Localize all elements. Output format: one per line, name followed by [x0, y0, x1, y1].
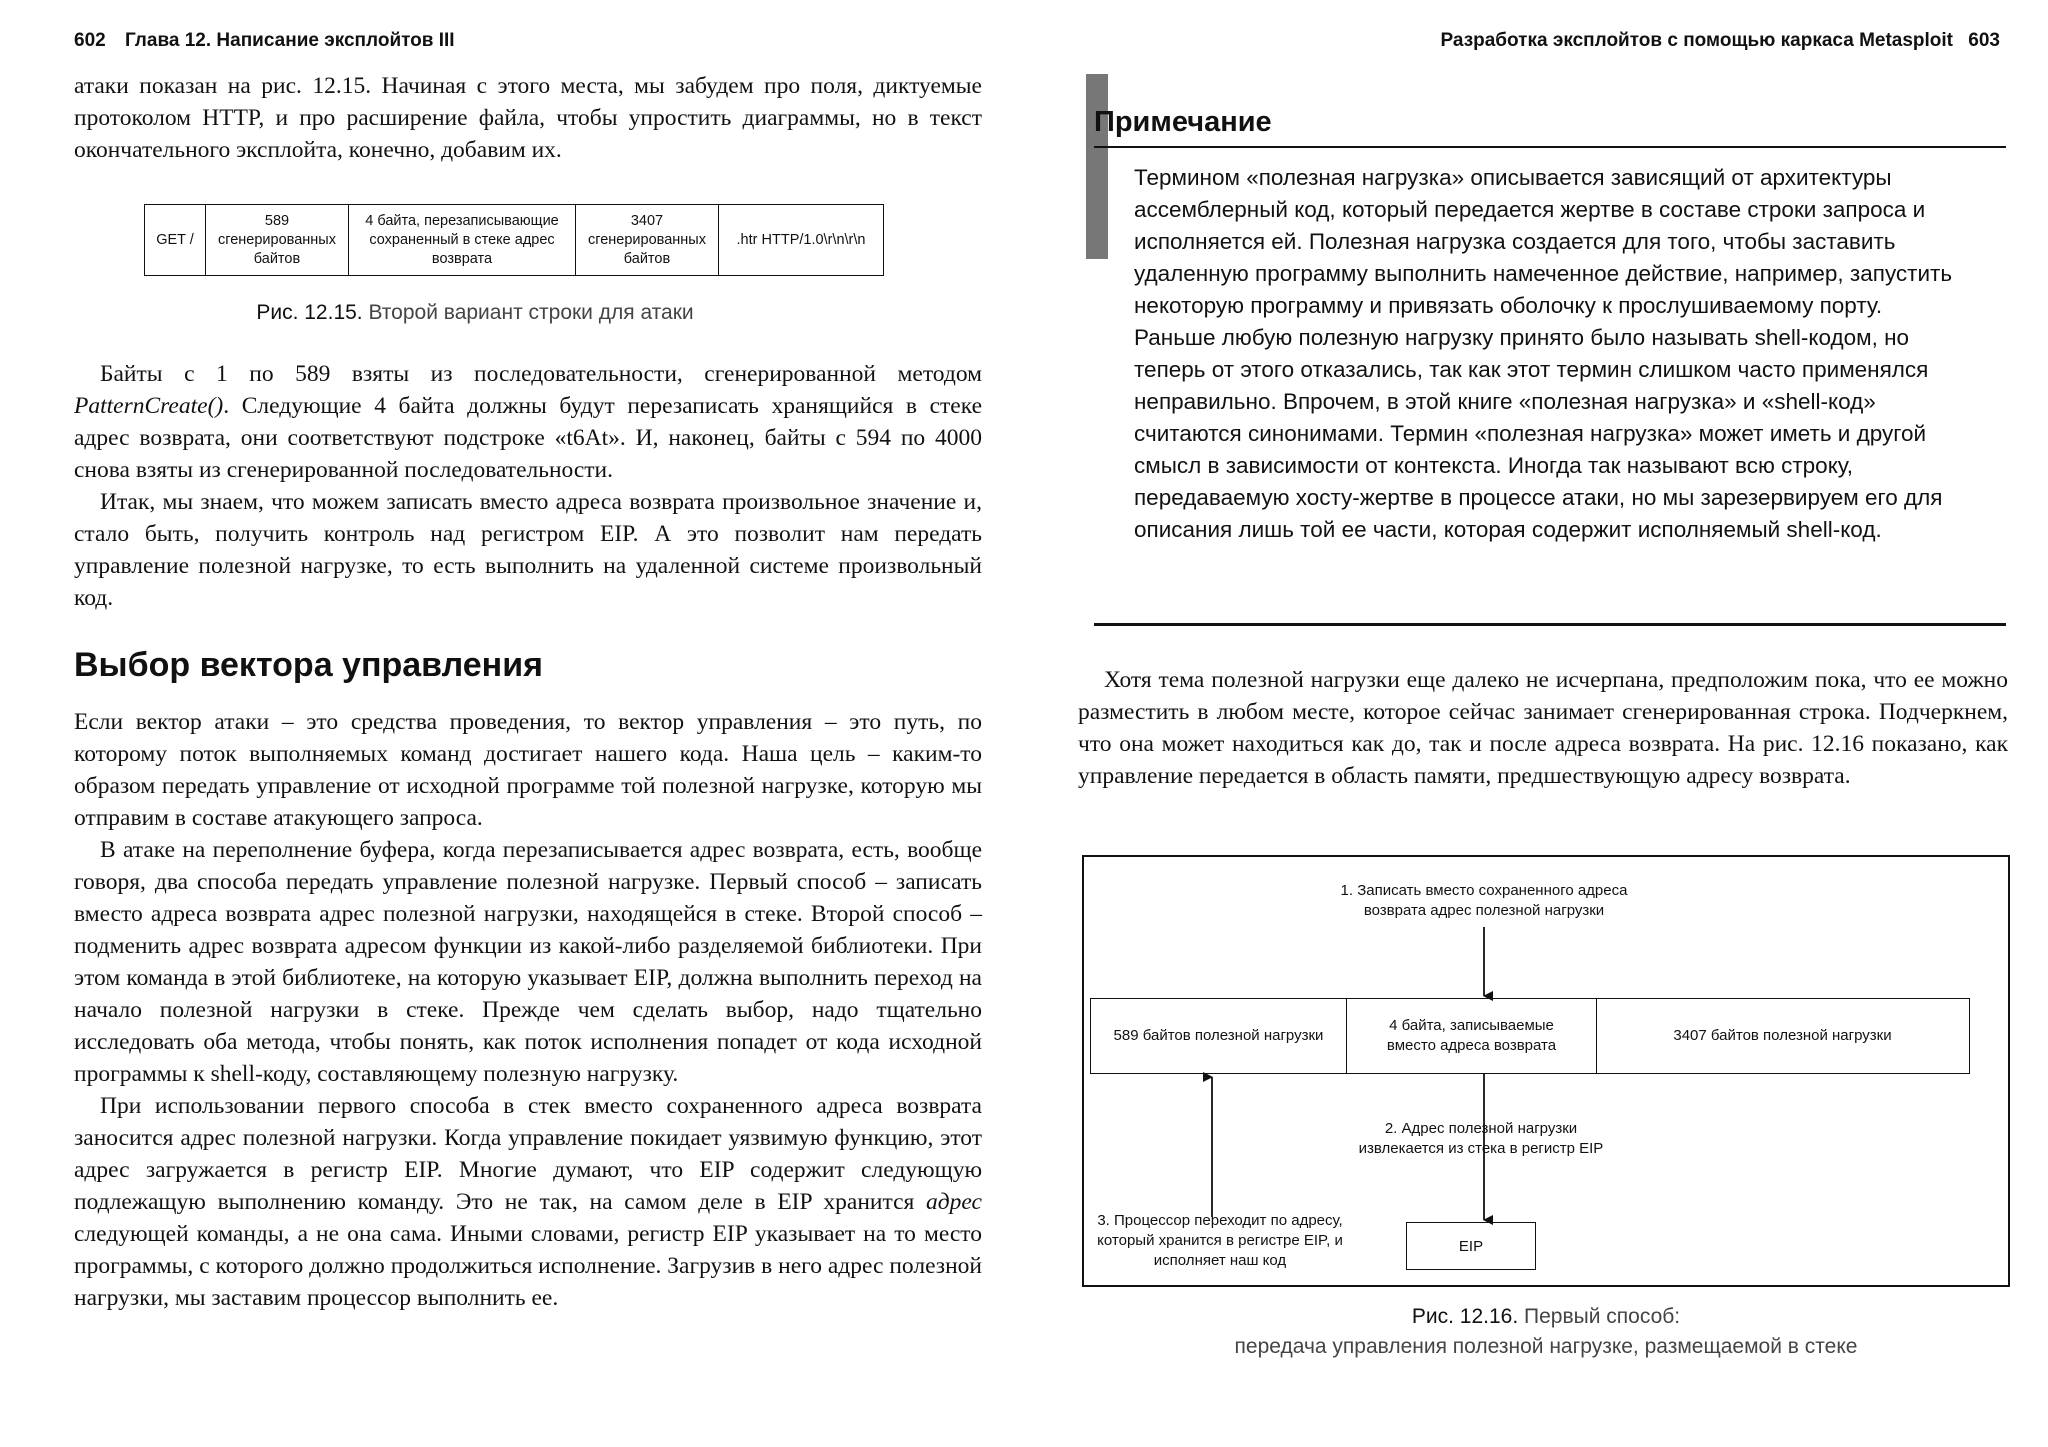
paragraph-pattern-create — [74, 358, 982, 486]
stack-cell-payload-589: 589 байтов полезной нагрузки — [1091, 999, 1347, 1073]
chapter-title: Глава 12. Написание эксплойтов III — [124, 30, 455, 51]
paragraph-1-end: . Следующие 4 байта должны будут перезаписать хранящийся в стеке адрес возврата, они соответствуют подстроке «t6At». И, наконец, байты с 594 по 4000 снова взяты из сгенерированной последовательности. — [74, 393, 982, 483]
caption-number: Рис. 12.15. — [256, 301, 363, 324]
attack-cell-589: 589 сгенерированных байтов — [206, 205, 349, 276]
figure-12-16-diagram — [1082, 855, 2010, 1287]
stack-cell-return-address: 4 байта, записываемые вместо адреса возврата — [1347, 999, 1597, 1073]
body-text-section — [74, 706, 982, 1314]
eip-register-box: EIP — [1406, 1222, 1536, 1270]
note-marker — [1086, 74, 1108, 259]
caption-text: Второй вариант строки для атаки — [368, 301, 694, 324]
right-page — [1024, 0, 2048, 1447]
emphasis-address: адрес — [926, 1189, 982, 1215]
paragraph-payload-location: Хотя тема полезной нагрузки еще далеко не исчерпана, предположим пока, что ее можно разместить в любом месте, которое сейчас занимает сгенерированная строка. Подчеркнем, что она может находиться как до, так и после адреса возврата. На рис. 12.16 показано, как управление передается в область памяти, предшествующую адресу возврата. — [1078, 667, 2008, 789]
stack-row — [1090, 998, 1970, 1074]
note-body — [1134, 162, 1970, 546]
diagram-step-2: 2. Адрес полезной нагрузки извлекается из стека в регистр EIP — [1358, 1120, 1604, 1157]
paragraph-1-start: Байты с 1 по 589 взяты из последовательности, сгенерированной методом — [100, 361, 982, 387]
method-name: PatternCreate() — [74, 393, 224, 419]
page-number-left: 602 — [74, 30, 106, 51]
intro-text — [74, 70, 982, 166]
section-heading: Выбор вектора управления — [74, 646, 543, 684]
note-title: Примечание — [1094, 106, 1272, 138]
note-divider-bottom — [1094, 623, 2006, 626]
paragraph-first-method — [74, 1090, 982, 1314]
paragraph-3-end: следующей команды, а не она сама. Иными словами, регистр EIP указывает на то место программы, с которого должно продолжиться исполнение. Загрузив в него адрес полезной нагрузки, мы заставим процессор выполнить ее. — [74, 1221, 982, 1311]
figure-12-15-table — [144, 204, 884, 276]
caption-number-16: Рис. 12.16. — [1411, 1305, 1519, 1328]
book-section-title: Разработка эксплойтов с помощью каркаса Metasploit — [1440, 30, 1954, 51]
attack-cell-htr: .htr HTTP/1.0\r\n\r\n — [719, 205, 884, 276]
caption-text-16a: Первый способ: — [1524, 1305, 1681, 1328]
note-divider-top — [1094, 146, 2006, 148]
note-paragraph-2: Раньше любую полезную нагрузку принято было называть shell-кодом, но теперь от этого отказались, так как этот термин слишком часто применялся неправильно. Впрочем, в этой книге «полезная нагрузка» и «shell-код» считаются синонимами. Термин «полезная нагрузка» может иметь и другой смысл в зависимости от контекста. Иногда так называют всю строку, передаваемую хосту-жертве в процессе атаки, но мы зарезервируем его для описания лишь той ее части, которая содержит исполняемый shell-код. — [1134, 325, 1943, 542]
intro-paragraph: атаки показан на рис. 12.15. Начиная с этого места, мы забудем про поля, диктуемые протоколом HTTP, и про расширение файла, чтобы упростить диаграммы, но в текст окончательного эксплойта, конечно, добавим их. — [74, 73, 982, 163]
diagram-step-1: 1. Записать вместо сохраненного адреса возврата адрес полезной нагрузки — [1340, 882, 1628, 919]
note-paragraph-1: Термином «полезная нагрузка» описывается зависящий от архитектуры ассемблерный код, который передается жертве в составе строки запроса и исполняется ей. Полезная нагрузка создается для того, чтобы заставить удаленную программу выполнить намеченное действие, например, запустить некоторую программу и привязать оболочку к прослушиваемому порту. — [1134, 165, 1953, 318]
stack-cell-payload-3407: 3407 байтов полезной нагрузки — [1673, 1027, 1892, 1044]
paragraph-two-methods: В атаке на переполнение буфера, когда перезаписывается адрес возврата, есть, вообще говоря, два способа передать управление полезной нагрузке. Первый способ – записать вместо адреса возврата адрес полезной нагрузки, находящейся в стеке. Второй способ – подменить адрес возврата адресом функции из какой-либо разделяемой библиотеки. При этом команда в этой библиотеке, на которую указывает EIP, должна выполнить переход на начало полезной нагрузки в стеке. Прежде чем сделать выбор, надо тщательно исследовать оба метода, чтобы понять, как поток исполнения попадет от кода исходной программы к shell-коду, составляющему полезную нагрузку. — [74, 837, 982, 1087]
right-body-text — [1078, 664, 2008, 792]
figure-12-16-caption — [1082, 1302, 2010, 1362]
attack-cell-get: GET / — [145, 205, 206, 276]
paragraph-control-vector: Если вектор атаки – это средства проведения, то вектор управления – это путь, по которому поток выполняемых команд достигает нашего кода. Наша цель – каким-то образом передать управление от исходной программе той полезной нагрузке, которую мы отправим в составе атакующего запроса. — [74, 709, 982, 831]
paragraph-eip-control: Итак, мы знаем, что можем записать вместо адреса возврата произвольное значение и, стало быть, получить контроль над регистром EIP. А это позволит нам передать управление полезной нагрузке, то есть выполнить на удаленной системе произвольный код. — [74, 489, 982, 611]
body-text-top — [74, 358, 982, 614]
attack-cell-3407: 3407 сгенерированных байтов — [576, 205, 719, 276]
paragraph-3-start: При использовании первого способа в стек вместо сохраненного адреса возврата заносится адрес полезной нагрузки. Когда управление покидает уязвимую функцию, этот адрес загружается в регистр EIP. Многие думают, что EIP содержит следующую подлежащую выполнению команду. Это не так, на самом деле в EIP хранится — [74, 1093, 982, 1215]
figure-12-15-caption — [144, 298, 806, 328]
diagram-step-3: 3. Процессор переходит по адресу, который хранится в регистре EIP, и исполняет наш код — [1097, 1212, 1343, 1269]
running-head-right — [1440, 30, 2000, 52]
running-head-left — [74, 30, 974, 52]
page-number-right: 603 — [1968, 30, 2000, 51]
caption-line-1 — [1082, 1302, 2010, 1332]
caption-text-16b: передача управления полезной нагрузке, размещаемой в стеке — [1234, 1335, 1858, 1358]
attack-cell-return-address: 4 байта, перезаписывающие сохраненный в стеке адрес возврата — [349, 205, 576, 276]
